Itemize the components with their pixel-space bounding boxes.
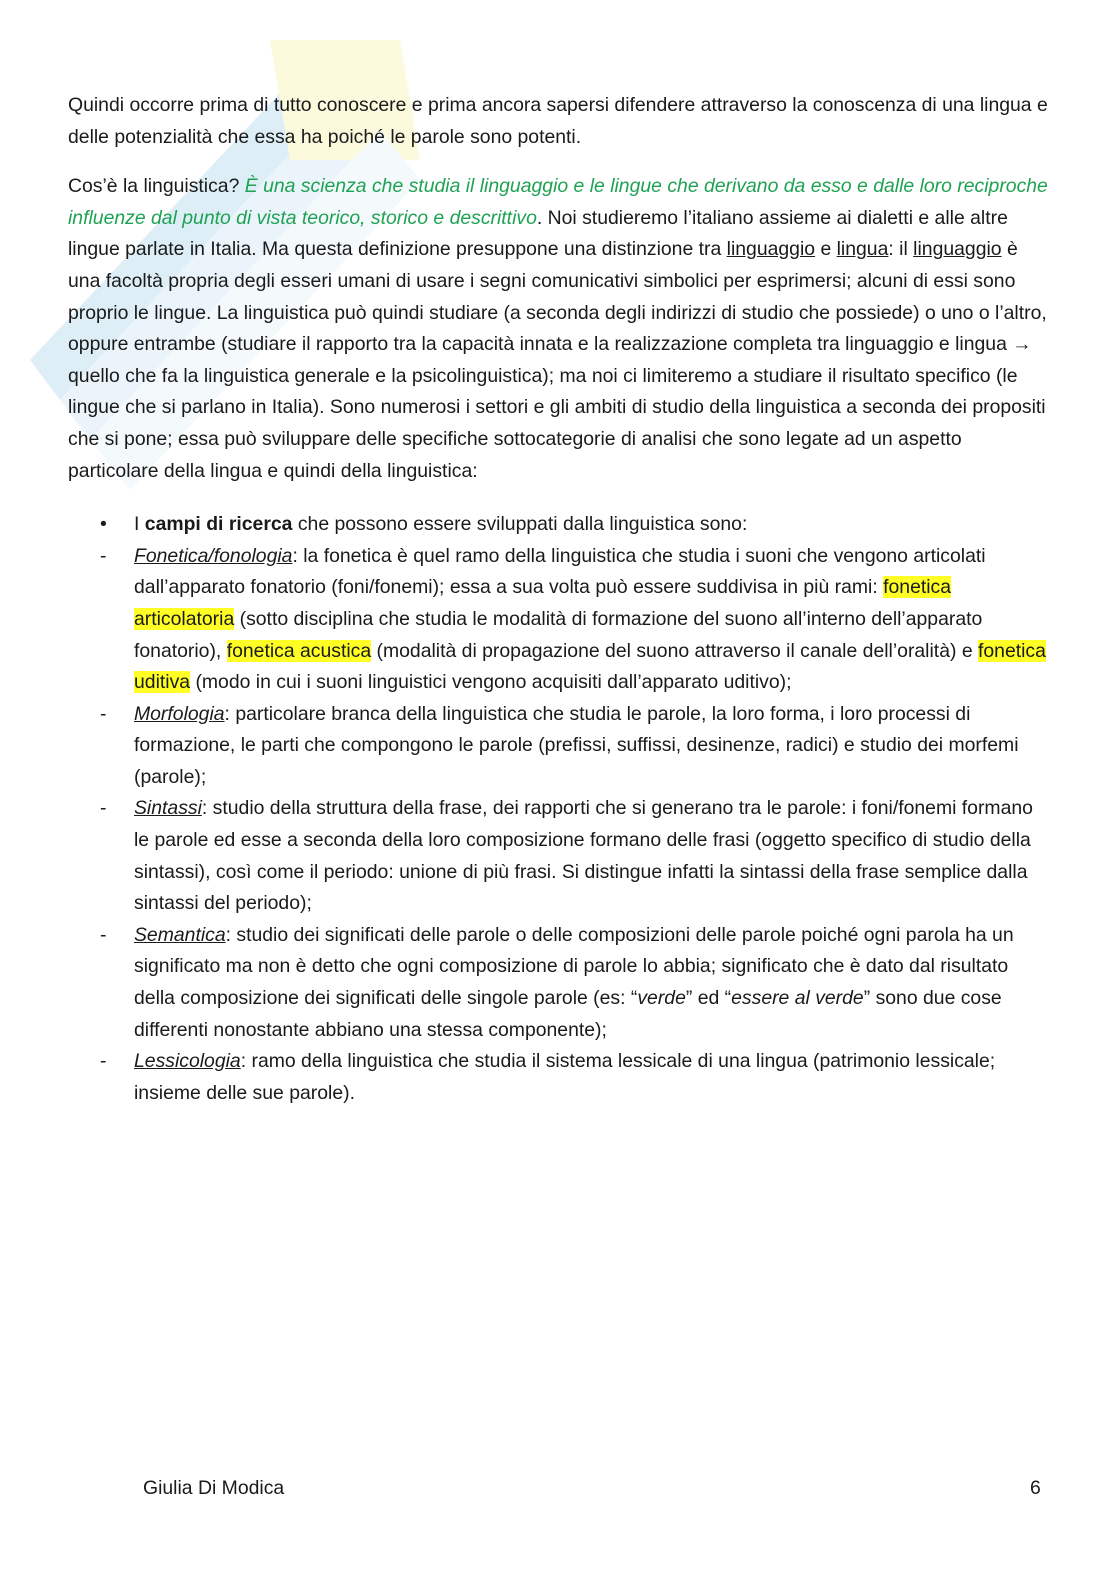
term-lessicologia: Lessicologia [134, 1050, 241, 1073]
bullet-icon: • [100, 513, 107, 536]
list-item-morfologia: - Morfologia: particolare branca della linguistica che studia le parole, la loro forma, i loro processi di formazione, le parti che compongono le parole (prefissi, suffissi, desinenze, radici) e studio dei morfemi (parole); [100, 699, 1048, 794]
research-fields-list [68, 509, 1048, 1109]
dash-icon: - [100, 923, 107, 946]
dash-icon: - [100, 797, 107, 820]
term-lingua: lingua [836, 238, 889, 261]
footer-author: Giulia Di Modica [143, 1477, 285, 1499]
term-fonetica: Fonetica/fonologia [134, 544, 293, 567]
dash-icon: - [100, 702, 107, 725]
term-linguaggio-repeat: linguaggio [913, 238, 1002, 261]
list-item-sintassi: - Sintassi: studio della struttura della frase, dei rapporti che si generano tra le parole: i foni/fonemi formano le parole ed esse a seconda della loro composizione formano delle frasi (oggetto specifico di studio della sintassi), così come il periodo: unione di più frasi. Si distingue infatti la sintassi della frase semplice dalla sintassi del periodo); [100, 793, 1048, 919]
term-linguaggio: linguaggio [726, 238, 816, 261]
dash-icon: - [100, 1050, 107, 1073]
arrow-icon: → [1012, 333, 1032, 356]
definition-text: È una scienza che studia il linguaggio e le lingue che derivano da esso e dalle loro reciproche influenze dal punto di vista teorico, storico e descrittivo [68, 175, 1048, 229]
term-sintassi: Sintassi [134, 797, 202, 820]
term-morfologia: Morfologia [134, 702, 225, 725]
highlight-articolatoria: fonetica articolatoria [134, 576, 952, 630]
list-item-fonetica: - Fonetica/fonologia: la fonetica è quel ramo della linguistica che studia i suoni che vengono articolati dall’apparato fonatorio (foni/fonemi); essa a sua volta può essere suddivisa in più rami: fonetica articolatoria (sotto disciplina che studia le modalità di formazione del suono all’interno dell’apparato fonatorio), fonetica acustica (modalità di propagazione del suono attraverso il canale dell’oralità) e fonetica uditiva (modo in cui i suoni linguistici vengono acquisiti dall’apparato uditivo); [100, 541, 1048, 699]
paragraph-definition: Cos’è la linguistica? È una scienza che studia il linguaggio e le lingue che derivano da esso e dalle loro reciproche influenze dal punto di vista teorico, storico e descrittivo. Noi studieremo l’italiano assieme ai dialetti e alle altre lingue parlate in Italia. Ma questa definizione presuppone una distinzione tra linguaggio e lingua: il linguaggio è una facoltà propria degli esseri umani di usare i segni comunicativi simbolici per esprimersi; alcuni di essi sono proprio le lingue. La linguistica può quindi studiare (a seconda degli indirizzi di studio che possiede) o uno o l’altro, oppure entrambe (studiare il rapporto tra la capacità innata e la realizzazione completa tra linguaggio e lingua → quello che fa la linguistica generale e la psicolinguistica); ma noi ci limiteremo a studiare il risultato specifico (le lingue che si parlano in Italia). Sono numerosi i settori e gli ambiti di studio della linguistica a seconda dei propositi che si pone; essa può sviluppare delle specifiche sottocategorie di analisi che sono legate ad un aspetto particolare della lingua e quindi della linguistica: [68, 175, 1048, 482]
highlight-acustica: fonetica acustica [226, 639, 372, 662]
sub-list [100, 541, 1048, 1110]
list-item-semantica: - Semantica: studio dei significati delle parole o delle composizioni delle parole poiché ogni parola ha un significato ma non è detto che ogni composizione di parole lo abbia; significato che è dato dal risultato della composizione dei significati delle singole parole (es: “verde” ed “essere al verde” sono due cose differenti nonostante abbiano una stessa componente); [100, 920, 1048, 1046]
list-item-lessicologia: - Lessicologia: ramo della linguistica che studia il sistema lessicale di una lingua (patrimonio lessicale; insieme delle sue parole). [100, 1046, 1048, 1109]
term-semantica: Semantica [134, 923, 226, 946]
document-body [68, 90, 1048, 1109]
list-item: • I campi di ricerca che possono essere sviluppati dalla linguistica sono: - Fonetica/fonologia: la fonetica è quel ramo della linguistica che studia i suoni che vengono articolati dall’apparato fonatorio (foni/fonemi); essa a sua volta può essere suddivisa in più rami: fonetica articolatoria (sotto disciplina che studia le modalità di formazione del suono all’interno dell’apparato fonatorio), fonetica acustica (modalità di propagazione del suono attraverso il canale dell’oralità) e fonetica uditiva (modo in cui i suoni linguistici vengono acquisiti dall’apparato uditivo); - Morfologia: particolare branca della linguistica che studia le parole, la loro forma, i loro processi di formazione, le parti che compongono le parole (prefissi, suffissi, desinenze, radici) e studio dei morfemi (parole); - Sintassi: studio della struttura della frase, dei rapporti che si generano tra le parole: i foni/fonemi formano le parole ed esse a seconda della loro composizione formano delle frasi (oggetto specifico di studio della sintassi), così come il periodo: unione di più frasi. Si distingue infatti la sintassi della frase semplice dalla sintassi del periodo); - Semantica: studio dei significati delle parole o delle composizioni delle parole poiché ogni parola ha un significato ma non è detto che ogni composizione di parole lo abbia; significato che è dato dal risultato della composizione dei significati delle singole parole (es: “verde” ed “essere al verde” sono due cose differenti nonostante abbiano una stessa componente); - Lessicologia: ramo della linguistica che studia il sistema lessicale di una lingua (patrimonio lessicale; insieme delle sue parole). [68, 509, 1048, 1109]
bold-term: campi di ricerca [144, 513, 293, 536]
page-number: 6 [1030, 1477, 1041, 1499]
dash-icon: - [100, 544, 107, 567]
highlight-uditiva: fonetica uditiva [134, 639, 1046, 694]
paragraph-intro: Quindi occorre prima di tutto conoscere e prima ancora sapersi difendere attraverso la conoscenza di una lingua e delle potenzialità che essa ha poiché le parole sono potenti. [68, 94, 1048, 148]
